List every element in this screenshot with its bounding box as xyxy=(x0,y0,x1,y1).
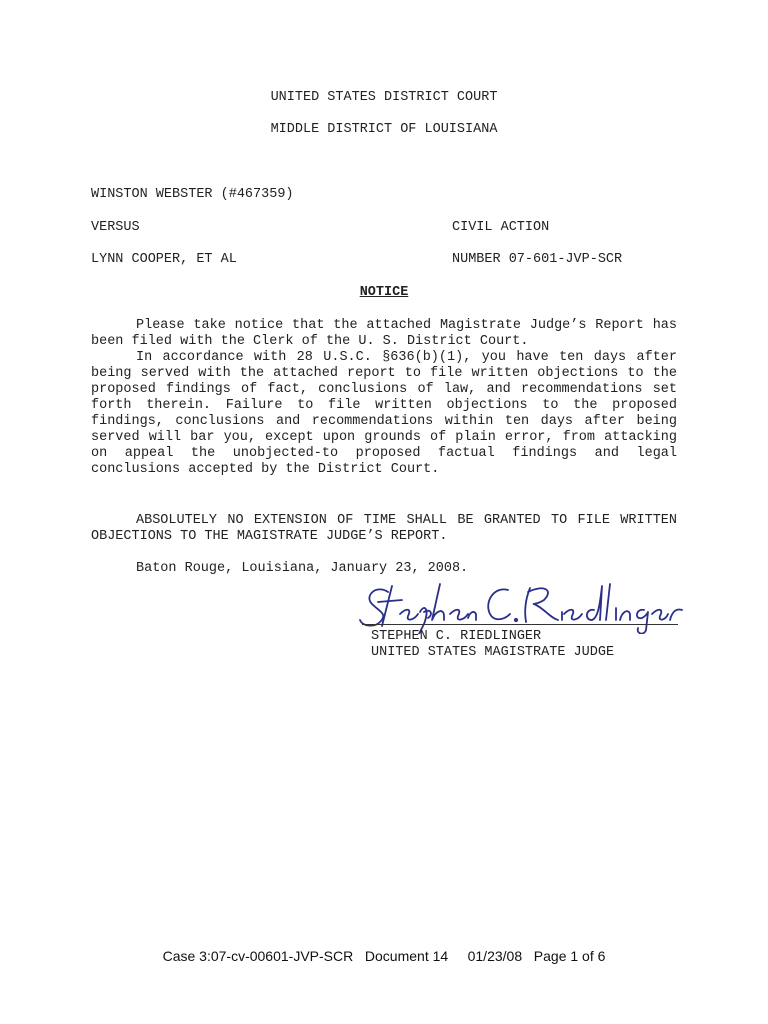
district-name: MIDDLE DISTRICT OF LOUISIANA xyxy=(270,122,498,137)
case-number: NUMBER 07-601-JVP-SCR xyxy=(452,252,623,267)
handwritten-signature xyxy=(358,574,688,634)
defendant-name: LYNN COOPER, ET AL xyxy=(91,252,237,267)
plaintiff-name: WINSTON WEBSTER (#467359) xyxy=(91,187,294,202)
case-footer xyxy=(0,948,768,964)
action-type: CIVIL ACTION xyxy=(452,220,550,235)
notice-paragraph-2: In accordance with 28 U.S.C. §636(b)(1), you have ten days after being served with the attached report to file written objections to the proposed findings of fact, conclusions of law, and recommendations set forth therein. Failure to file written objections to the proposed findings, conclusions and recommendations within ten days after being served will bar you, except upon grounds of plain error, from attacking on appeal the unobjected-to proposed factual findings and legal conclusions accepted by the District Court. xyxy=(91,350,677,477)
signature-line xyxy=(362,624,678,625)
date-line: Baton Rouge, Louisiana, January 23, 2008. xyxy=(136,561,469,576)
notice-title: NOTICE xyxy=(359,285,409,300)
judge-title: UNITED STATES MAGISTRATE JUDGE xyxy=(371,645,615,660)
notice-paragraph-1: Please take notice that the attached Magistrate Judge’s Report has been filed with the Clerk of the U. S. District Court. xyxy=(91,318,677,349)
judge-name: STEPHEN C. RIEDLINGER xyxy=(371,629,542,644)
notice-body xyxy=(91,318,677,478)
footer-text: Case 3:07-cv-00601-JVP-SCR Document 14 01/23/08 Page 1 of 6 xyxy=(162,948,606,964)
warning-text: ABSOLUTELY NO EXTENSION OF TIME SHALL BE GRANTED TO FILE WRITTEN OBJECTIONS TO THE MAGISTRATE JUDGE’S REPORT. xyxy=(91,513,677,544)
warning-paragraph xyxy=(91,513,677,545)
versus-label: VERSUS xyxy=(91,220,140,235)
court-name: UNITED STATES DISTRICT COURT xyxy=(270,90,498,105)
